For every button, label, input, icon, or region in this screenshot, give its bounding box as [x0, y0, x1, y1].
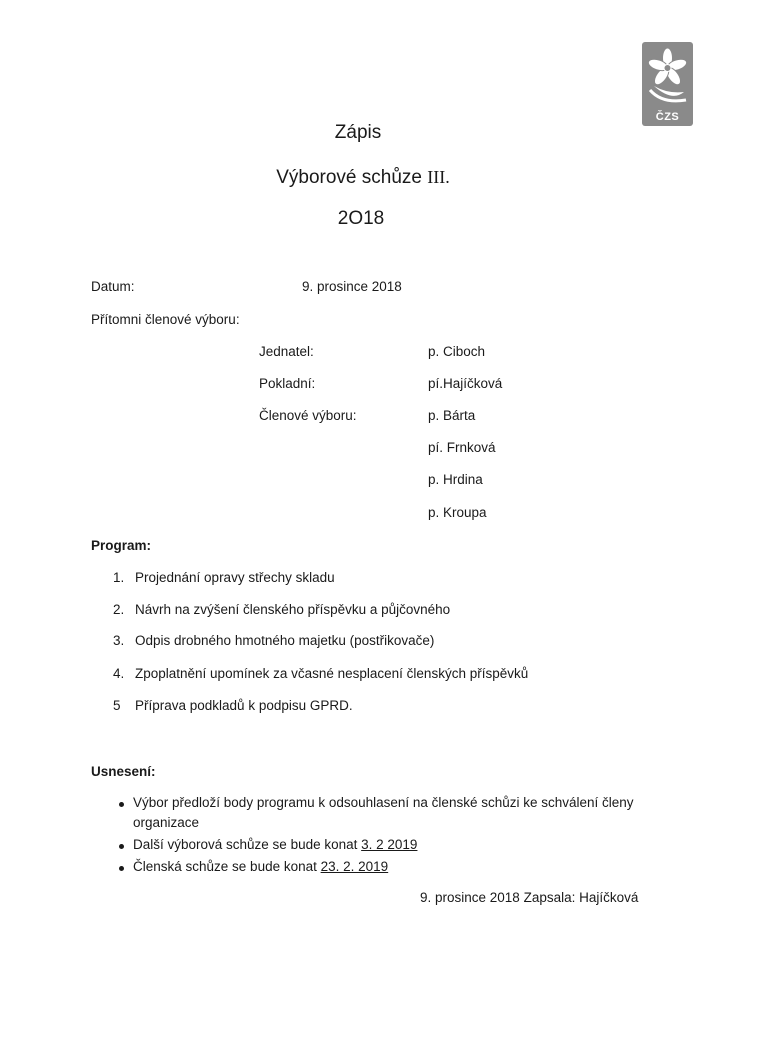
program-item-number: 4. [113, 666, 125, 681]
bullet-icon [119, 802, 124, 807]
logo-text: ČZS [655, 111, 680, 123]
resolution-item [133, 837, 417, 852]
program-item-number: 3. [113, 633, 125, 648]
resolution-item-date: 3. 2 2019 [361, 837, 418, 852]
resolution-item-date: 23. 2. 2019 [320, 859, 389, 874]
attendee-role: Členové výboru: [259, 408, 357, 423]
attendee-name: pí. Frnková [428, 440, 496, 455]
present-label: Přítomni členové výboru: [91, 312, 240, 327]
attendee-name: p. Bárta [428, 408, 476, 423]
program-item-text: Návrh na zvýšení členského příspěvku a půjčovného [135, 602, 451, 617]
resolution-item-text: Členská schůze se bude konat [133, 859, 321, 874]
attendee-role: Pokladní: [259, 376, 316, 391]
attendee-role: Jednatel: [259, 344, 314, 359]
signature-line: 9. prosince 2018 Zapsala: Hajíčková [420, 890, 639, 905]
flower-icon [642, 42, 693, 112]
program-item-number: 5 [113, 698, 121, 713]
attendee-name: p. Hrdina [428, 472, 483, 487]
resolution-item-text: Další výborová schůze se bude konat [133, 837, 362, 852]
resolution-label: Usnesení: [91, 764, 156, 779]
bullet-icon [119, 866, 124, 871]
program-item-text: Odpis drobného hmotného majetku (postřikovače) [135, 633, 435, 648]
document-title: Zápis [334, 122, 382, 143]
document-subtitle [0, 167, 726, 189]
program-item-number: 1. [113, 570, 125, 585]
date-value: 9. prosince 2018 [302, 279, 402, 294]
resolution-item [133, 859, 388, 874]
subtitle-roman: III. [427, 167, 450, 187]
program-item-text: Příprava podkladů k podpisu GPRD. [135, 698, 353, 713]
attendee-name: p. Kroupa [428, 505, 487, 520]
subtitle-main: Výborové schůze [276, 167, 422, 188]
program-item-text: Zpoplatnění upomínek za včasné nesplacení členských příspěvků [135, 666, 529, 681]
date-label: Datum: [91, 279, 135, 294]
czs-logo [642, 42, 693, 126]
program-item-text: Projednání opravy střechy skladu [135, 570, 335, 585]
program-label: Program: [91, 538, 152, 553]
resolution-item-text: Výbor předloží body programu k odsouhlasení na členské schůzi ke schválení členy [133, 795, 634, 810]
attendee-name: pí.Hajíčková [428, 376, 503, 391]
attendee-name: p. Ciboch [428, 344, 486, 359]
resolution-item-text-continued: organizace [133, 815, 200, 830]
document-year: 2O18 [337, 208, 385, 229]
program-item-number: 2. [113, 602, 125, 617]
bullet-icon [119, 844, 124, 849]
